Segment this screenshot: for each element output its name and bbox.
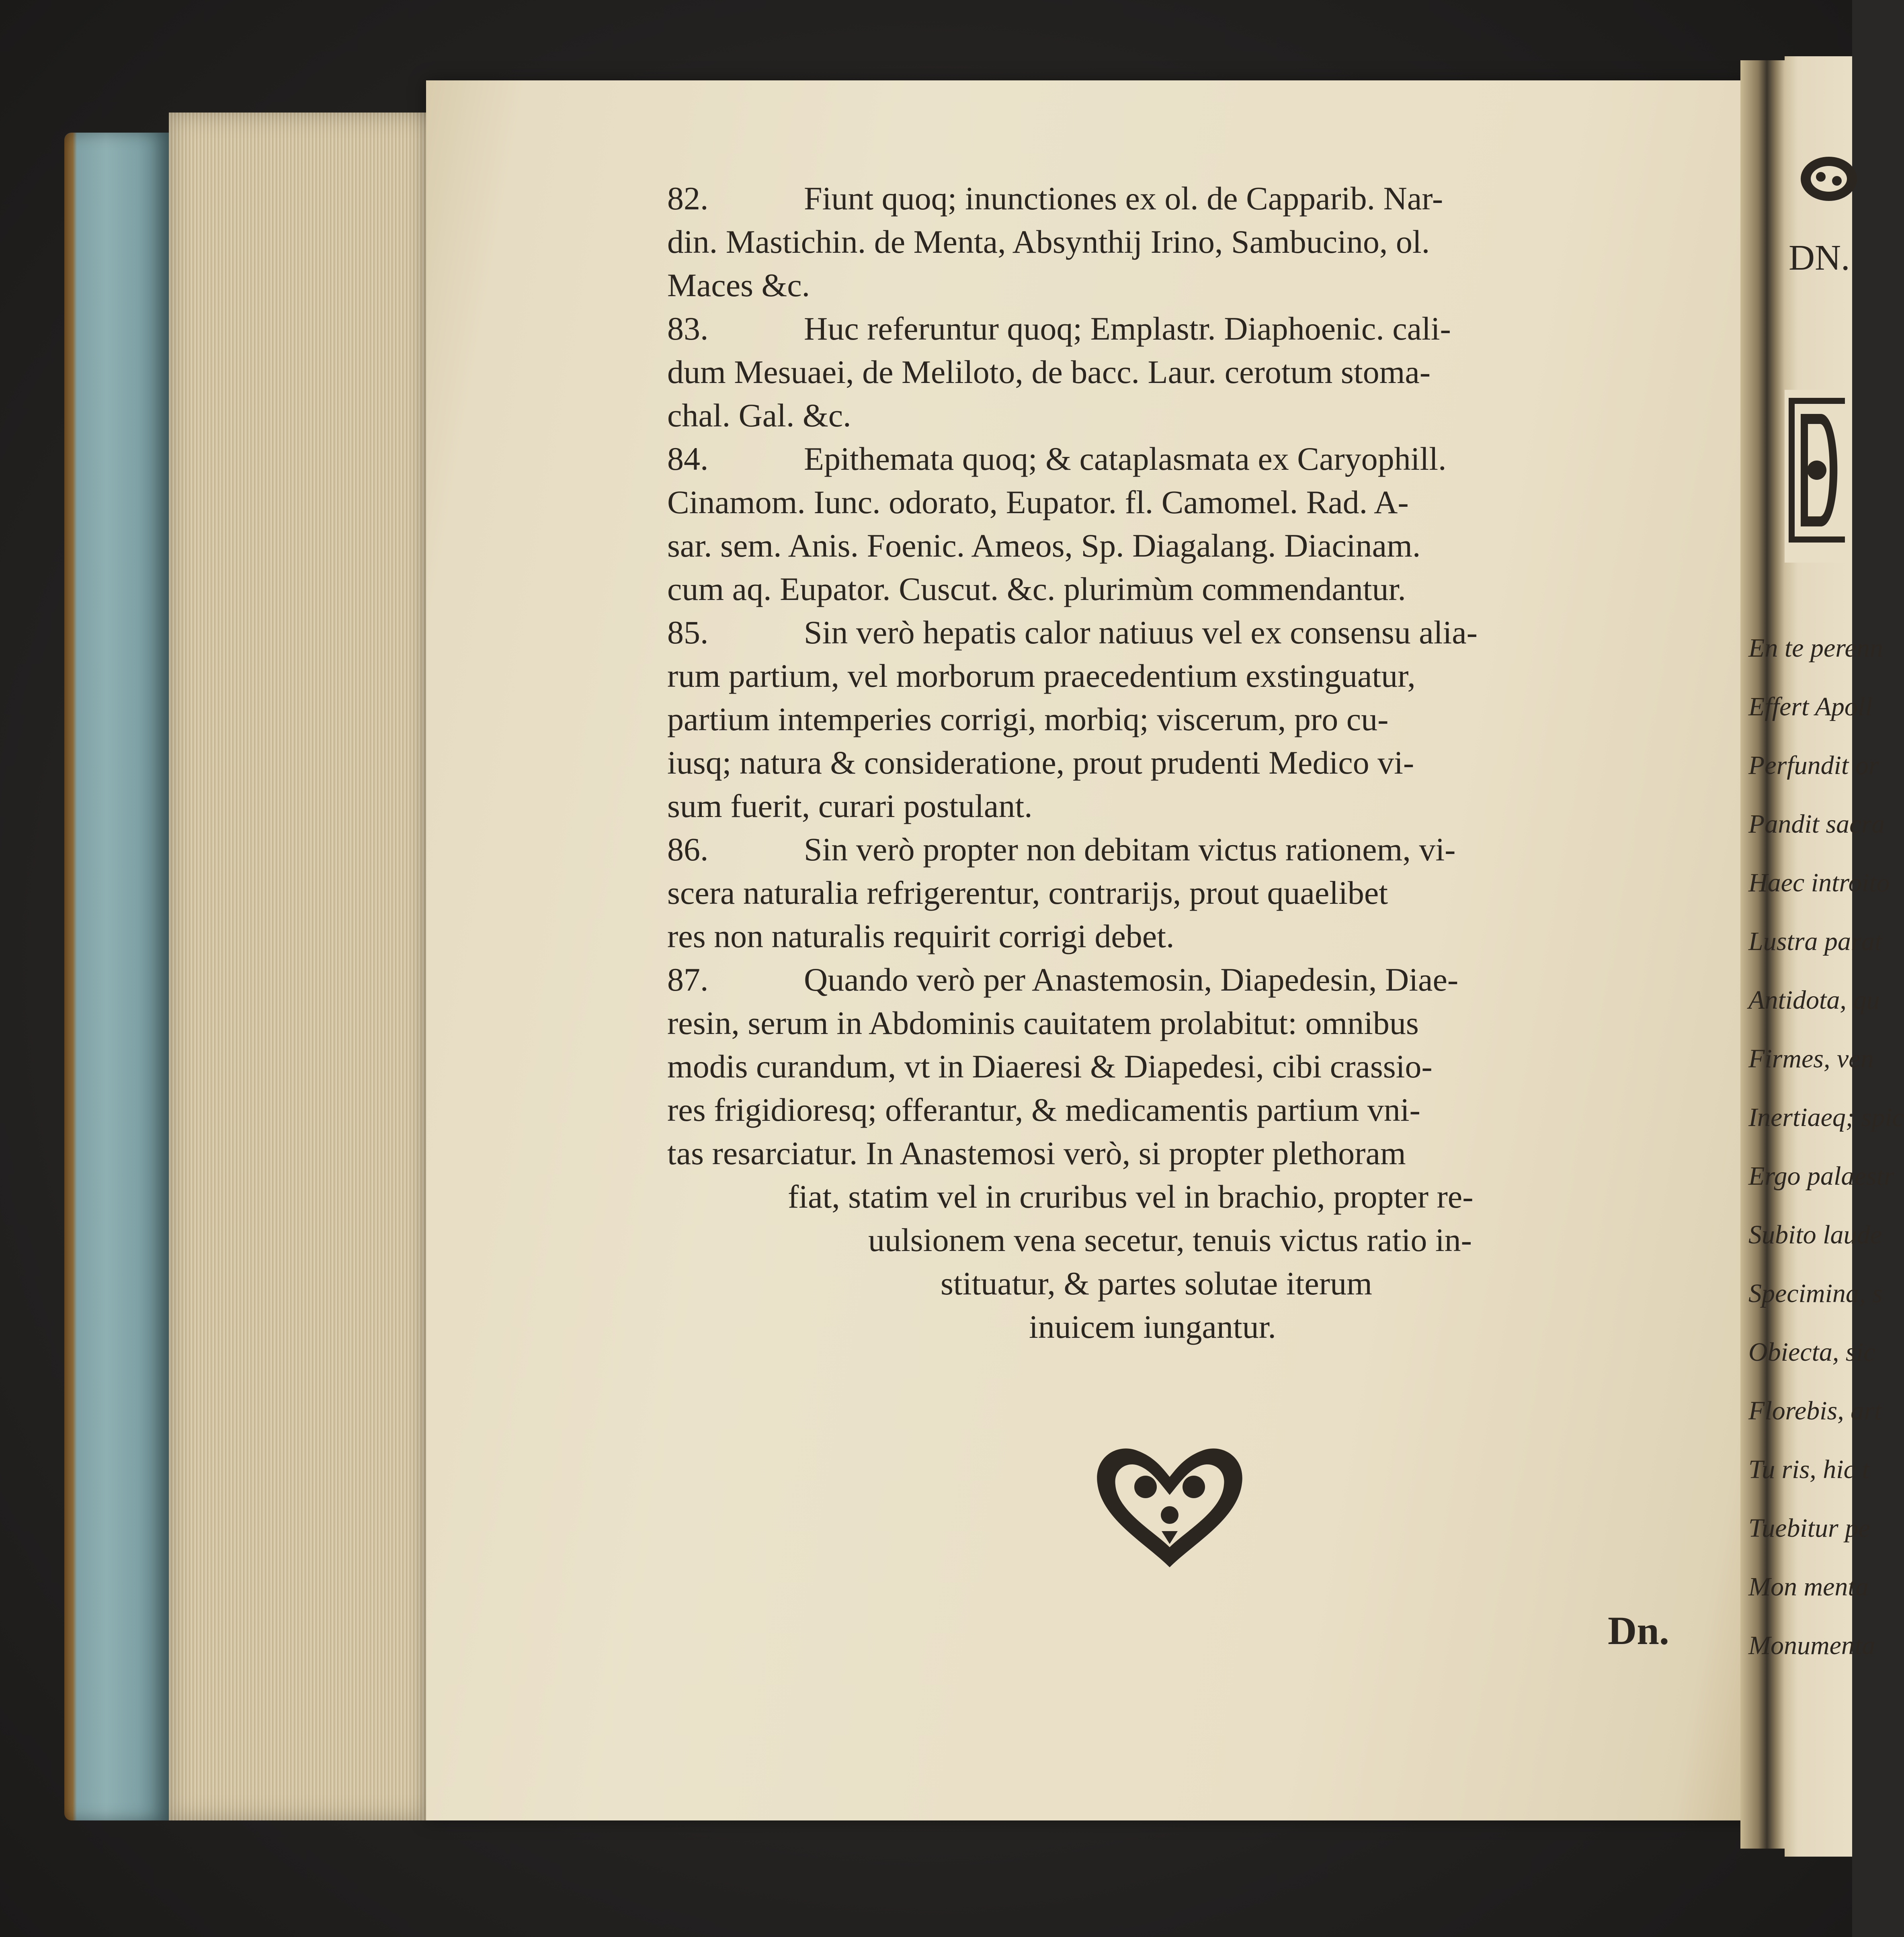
facing-text-line: En te perenn (1748, 633, 1883, 663)
facing-text-line: Perfundit or (1748, 751, 1879, 780)
entry-82 (667, 177, 1672, 307)
facing-text-line: Firmes, ven (1748, 1044, 1874, 1073)
text-line: uulsionem vena secetur, tenuis victus ratio in- (868, 1222, 1472, 1258)
text-line: scera naturalia refrigerentur, contrarijs, prout quaelibet (667, 874, 1388, 911)
text-line: partium intemperies corrigi, morbiq; viscerum, pro cu- (667, 701, 1389, 737)
text-line: Quando verò per Anastemosin, Diapedesin, Diae- (804, 961, 1459, 998)
text-line: res frigidioresq; offerantur, & medicamentis partium vni- (667, 1091, 1420, 1128)
text-line: chal. Gal. &c. (667, 397, 851, 434)
text-line: Maces &c. (667, 267, 810, 303)
text-line: dum Mesuaei, de Meliloto, de bacc. Laur. cerotum stoma- (667, 354, 1431, 390)
facing-text-line: Tu ris, hic t (1748, 1455, 1869, 1484)
entry-85 (667, 611, 1672, 828)
text-line: Fiunt quoq; inunctiones ex ol. de Capparib. Nar- (804, 180, 1443, 217)
text-line: Sin verò hepatis calor natiuus vel ex consensu alia- (804, 614, 1478, 651)
text-line: tas resarciatur. In Anastemosi verò, si propter plethoram (667, 1135, 1406, 1171)
text-line: res non naturalis requirit corrigi debet. (667, 918, 1174, 954)
text-line: fiat, statim vel in cruribus vel in brachio, propter re- (788, 1178, 1474, 1215)
facing-text-line: Specimina, s (1748, 1279, 1883, 1308)
text-line: cum aq. Eupator. Cuscut. &c. plurimùm commendantur. (667, 571, 1406, 607)
page-text (667, 177, 1672, 1349)
entry-87 (667, 958, 1672, 1349)
book-fore-edge (64, 133, 169, 1820)
text-line: Huc referuntur quoq; Emplastr. Diaphoenic. cali- (804, 310, 1451, 347)
facing-text-line: Mon menta (1748, 1572, 1869, 1601)
facing-text-line: Effert Apoll (1748, 692, 1873, 721)
text-line: din. Mastichin. de Menta, Absynthij Irino, Sambucino, ol. (667, 223, 1430, 260)
entry-number: 84. (667, 440, 709, 477)
text-line: resin, serum in Abdominis cauitatem prolabitut: omnibus (667, 1005, 1419, 1041)
entry-number: 83. (667, 310, 709, 347)
facing-text-line: Haec introito (1748, 868, 1890, 897)
text-line: inuicem iungantur. (1029, 1308, 1276, 1345)
entry-number: 82. (667, 180, 709, 217)
entry-86 (667, 828, 1672, 958)
entry-number: 87. (667, 961, 709, 998)
facing-text-line: Subito laude (1748, 1220, 1882, 1249)
facing-text-line: Ergo palaestr (1748, 1161, 1894, 1191)
facing-text-line: Pandit sacra (1748, 809, 1885, 839)
decorated-initial-icon (1756, 390, 1845, 563)
entry-84 (667, 437, 1672, 611)
facing-text-line: Monumenta (1748, 1631, 1875, 1660)
facing-text-line: Florebis, art (1748, 1396, 1882, 1425)
text-line: Cinamom. Iunc. odorato, Eupator. fl. Camomel. Rad. A- (667, 484, 1409, 520)
page-stack (169, 113, 450, 1820)
facing-text-line: Tuebitur pe (1748, 1513, 1870, 1543)
catchword: Dn. (1608, 1608, 1669, 1653)
entry-number: 86. (667, 831, 709, 868)
heart-ornament-icon (1085, 1439, 1254, 1571)
entry-number: 85. (667, 614, 709, 651)
text-line: sar. sem. Anis. Foenic. Ameos, Sp. Diagalang. Diacinam. (667, 527, 1421, 564)
facing-page-header: DN. (1789, 238, 1850, 278)
text-line: Epithemata quoq; & cataplasmata ex Caryophill. (804, 440, 1447, 477)
headpiece-ornament-icon (1793, 145, 1852, 213)
text-line: rum partium, vel morborum praecedentium exstinguatur, (667, 657, 1416, 694)
facing-text-line: Inertiaeq; spic (1748, 1103, 1904, 1132)
facing-text-line: Lustra parat (1748, 927, 1882, 956)
text-line: stituatur, & partes solutae iterum (941, 1265, 1372, 1302)
facing-text-line: Antidota, qu (1748, 985, 1880, 1015)
text-line: modis curandum, vt in Diaeresi & Diapedesi, cibi crassio- (667, 1048, 1433, 1085)
facing-text-line: Obiecta, sic (1748, 1337, 1875, 1367)
facing-page-text (1748, 619, 1904, 1675)
text-line: sum fuerit, curari postulant. (667, 788, 1033, 824)
text-line: Sin verò propter non debitam victus rationem, vi- (804, 831, 1456, 868)
text-line: iusq; natura & consideratione, prout prudenti Medico vi- (667, 744, 1414, 781)
entry-83 (667, 307, 1672, 437)
